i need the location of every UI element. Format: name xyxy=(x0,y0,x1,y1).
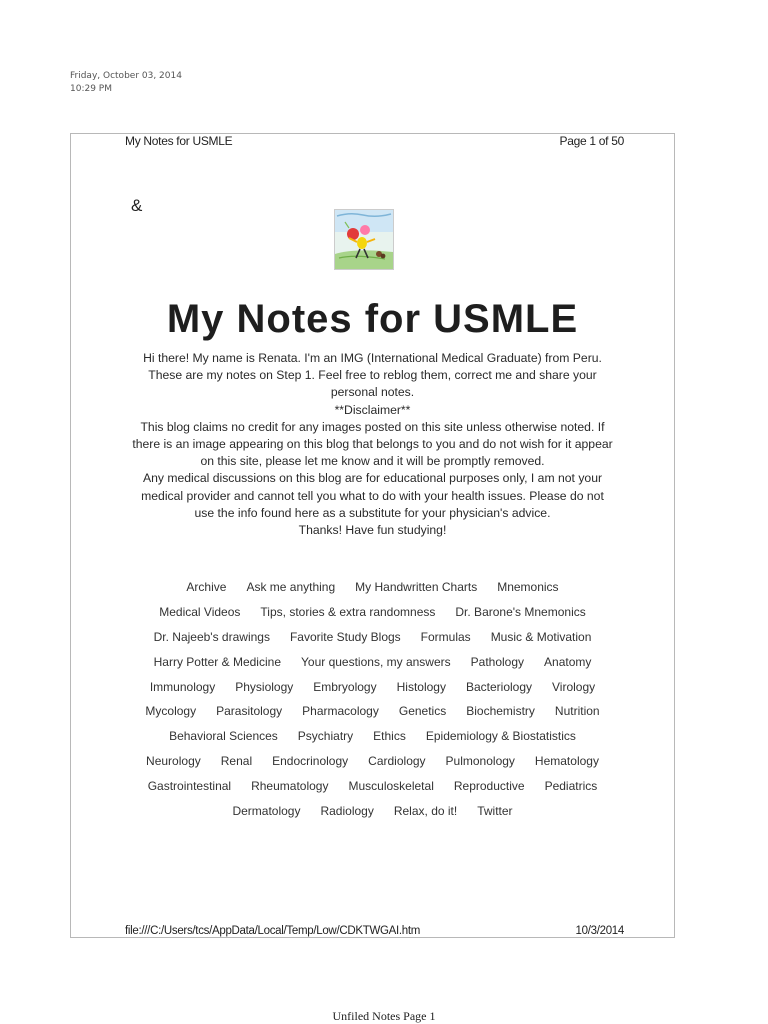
nav-link-immunology[interactable]: Immunology xyxy=(149,679,216,694)
print-header-title: My Notes for USMLE xyxy=(125,134,233,148)
nav-link-medical-videos[interactable]: Medical Videos xyxy=(159,605,241,620)
nav-link-reproductive[interactable]: Reproductive xyxy=(453,778,525,793)
nav-link-bacteriology[interactable]: Bacteriology xyxy=(465,679,533,694)
print-footer-date: 10/3/2014 xyxy=(575,925,624,937)
nav-link-ethics[interactable]: Ethics xyxy=(373,729,406,744)
nav-link-mnemonics[interactable]: Mnemonics xyxy=(497,580,559,595)
nav-link-genetics[interactable]: Genetics xyxy=(398,704,447,719)
drawing-svg xyxy=(335,210,393,269)
nav-link-physiology[interactable]: Physiology xyxy=(235,679,294,694)
nav-row xyxy=(91,699,654,724)
nav-link-musculoskeletal[interactable]: Musculoskeletal xyxy=(348,778,434,793)
nav-row xyxy=(91,773,654,798)
nav-row xyxy=(91,649,654,674)
note-date: Friday, October 03, 2014 xyxy=(70,71,182,81)
nav-link-pathology[interactable]: Pathology xyxy=(470,654,525,669)
nav-link-radiology[interactable]: Radiology xyxy=(320,803,374,818)
nav-link-music-motivation[interactable]: Music & Motivation xyxy=(490,629,592,644)
intro-line: Hi there! My name is Renata. I'm an IMG (International Medical Graduate) from Peru. xyxy=(143,351,602,365)
print-footer-path: file:///C:/Users/tcs/AppData/Local/Temp/Low/CDKTWGAI.htm xyxy=(125,925,421,937)
blog-nav-links xyxy=(91,575,654,823)
nav-link-epidemiology-biostatistics[interactable]: Epidemiology & Biostatistics xyxy=(425,729,576,744)
nav-link-anatomy[interactable]: Anatomy xyxy=(544,654,592,669)
nav-link-harry-potter-medicine[interactable]: Harry Potter & Medicine xyxy=(153,654,281,669)
nav-link-mycology[interactable]: Mycology xyxy=(145,704,197,719)
nav-link-cardiology[interactable]: Cardiology xyxy=(368,753,426,768)
nav-link-biochemistry[interactable]: Biochemistry xyxy=(466,704,535,719)
nav-link-my-handwritten-charts[interactable]: My Handwritten Charts xyxy=(355,580,478,595)
intro-line: personal notes. xyxy=(330,385,415,400)
disclaimer-heading: **Disclaimer** xyxy=(334,402,411,417)
nav-link-histology[interactable]: Histology xyxy=(396,679,446,694)
intro-line: there is an image appearing on this blog that belongs to you and do not wish for it appear xyxy=(132,437,613,452)
blog-title: My Notes for USMLE xyxy=(166,297,579,341)
nav-link-your-questions-my-answers[interactable]: Your questions, my answers xyxy=(301,654,451,669)
ampersand-text: & xyxy=(131,196,143,215)
printed-page xyxy=(70,133,675,938)
notebook-page-footer: Unfiled Notes Page 1 xyxy=(332,1009,436,1023)
intro-line: Any medical discussions on this blog are for educational purposes only, I am not your xyxy=(142,471,603,486)
nav-link-renal[interactable]: Renal xyxy=(220,753,253,768)
note-timestamp xyxy=(70,70,182,96)
nav-link-pediatrics[interactable]: Pediatrics xyxy=(544,778,598,793)
nav-link-dr-najeeb-s-drawings[interactable]: Dr. Najeeb's drawings xyxy=(153,629,270,644)
nav-row xyxy=(91,625,654,650)
nav-link-archive[interactable]: Archive xyxy=(186,580,227,595)
nav-link-favorite-study-blogs[interactable]: Favorite Study Blogs xyxy=(289,629,401,644)
nav-row xyxy=(91,749,654,774)
intro-line: Thanks! Have fun studying! xyxy=(298,523,447,538)
nav-row xyxy=(91,575,654,600)
nav-link-hematology[interactable]: Hematology xyxy=(534,753,599,768)
child-drawing-image[interactable] xyxy=(334,209,394,270)
intro-line: medical provider and cannot tell you what to do with your health issues. Please do not xyxy=(141,488,604,503)
nav-link-psychiatry[interactable]: Psychiatry xyxy=(297,729,354,744)
blog-intro xyxy=(111,350,634,539)
nav-link-nutrition[interactable]: Nutrition xyxy=(554,704,600,719)
nav-link-embryology[interactable]: Embryology xyxy=(313,679,377,694)
nav-link-relax-do-it[interactable]: Relax, do it! xyxy=(393,803,458,818)
nav-link-pulmonology[interactable]: Pulmonology xyxy=(445,753,515,768)
print-header-page: Page 1 of 50 xyxy=(559,134,624,148)
nav-link-pharmacology[interactable]: Pharmacology xyxy=(302,704,379,719)
nav-link-rheumatology[interactable]: Rheumatology xyxy=(251,778,329,793)
intro-line: on this site, please let me know and it will be promptly removed. xyxy=(200,454,545,469)
nav-link-endocrinology[interactable]: Endocrinology xyxy=(272,753,349,768)
nav-link-dr-barone-s-mnemonics[interactable]: Dr. Barone's Mnemonics xyxy=(455,605,586,620)
intro-line: use the info found here as a substitute for your physician's advice. xyxy=(194,505,551,520)
nav-link-dermatology[interactable]: Dermatology xyxy=(232,803,301,818)
nav-link-tips-stories-extra-randomness[interactable]: Tips, stories & extra randomness xyxy=(260,605,436,620)
nav-row xyxy=(91,600,654,625)
nav-link-formulas[interactable]: Formulas xyxy=(420,629,471,644)
intro-line: These are my notes on Step 1. Feel free to reblog them, correct me and share your xyxy=(148,368,597,383)
nav-link-virology[interactable]: Virology xyxy=(552,679,596,694)
nav-link-parasitology[interactable]: Parasitology xyxy=(216,704,283,719)
nav-link-behavioral-sciences[interactable]: Behavioral Sciences xyxy=(169,729,278,744)
nav-row xyxy=(91,674,654,699)
nav-link-twitter[interactable]: Twitter xyxy=(477,803,513,818)
note-time: 10:29 PM xyxy=(70,84,112,94)
nav-link-ask-me-anything[interactable]: Ask me anything xyxy=(246,580,336,595)
intro-line: This blog claims no credit for any images posted on this site unless otherwise noted. If xyxy=(140,419,605,434)
nav-link-gastrointestinal[interactable]: Gastrointestinal xyxy=(147,778,232,793)
nav-link-neurology[interactable]: Neurology xyxy=(146,753,201,768)
nav-row xyxy=(91,798,654,823)
nav-row xyxy=(91,724,654,749)
